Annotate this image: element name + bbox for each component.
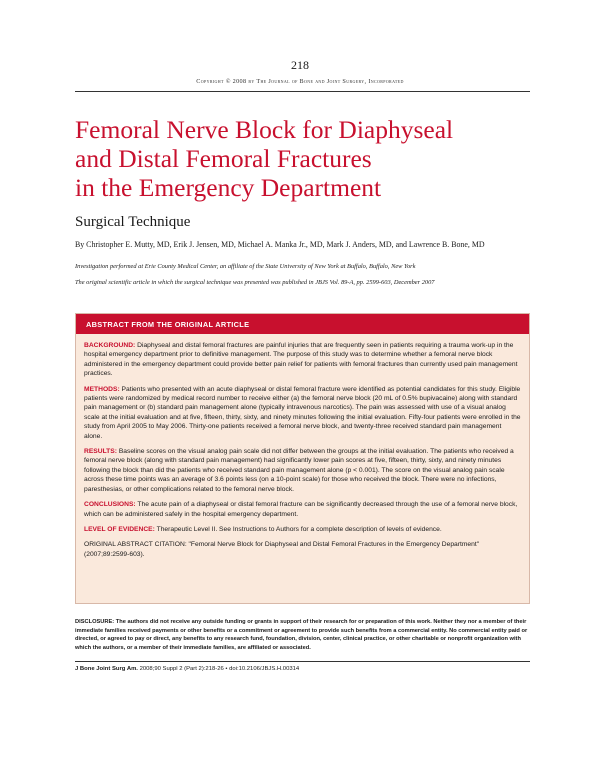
copyright-line: Copyright © 2008 by The Journal of Bone and Joint Surgery, Incorporated xyxy=(196,78,404,85)
disclosure-text: The authors did not receive any outside funding or grants in support of their research for or preparation of this work. Neither they nor a member of their immediate families received payments or other benefits or a commitment or agreement to provide such benefits from a commercial entity. No commercial entity paid or directed, or agreed to pay or direct, any benefits to any research fund, foundation, division, center, clinical practice, or other charitable or nonprofit organization with which the authors, or a member of their immediate families, are affiliated or associated. xyxy=(75,619,528,651)
citation-details: 2008;90 Suppl 2 (Part 2):218-26 • doi:10.2106/JBJS.H.00314 xyxy=(139,666,300,672)
abstract-results xyxy=(84,447,521,494)
abstract-header: ABSTRACT FROM THE ORIGINAL ARTICLE xyxy=(76,314,529,334)
article-title xyxy=(75,115,545,202)
journal-abbrev: J Bone Joint Surg Am. xyxy=(75,666,138,672)
background-text: Diaphyseal and distal femoral fractures are painful injuries that are frequently seen in patients requiring a trauma work-up in the hospital emergency department prior to definitive management. The purpose of this study was to determine whether a femoral nerve block administered in the emergency department could provide better pain relief for patients with femoral fractures than currently used pain management practices. xyxy=(84,342,518,378)
results-label: RESULTS: xyxy=(84,448,117,456)
abstract-background xyxy=(84,341,521,379)
abstract-conclusions xyxy=(84,500,521,519)
article-subtitle: Surgical Technique xyxy=(75,214,191,230)
conclusions-label: CONCLUSIONS: xyxy=(84,501,136,509)
original-publication-note: The original scientific article in which the surgical technique was presented was published in JBJS Vol. 89-A, pp. 2599-603, December 2007 xyxy=(75,279,435,286)
affiliation: Investigation performed at Erie County Medical Center, an affiliate of the State University of New York at Buffalo, Buffalo, New York xyxy=(75,263,416,270)
abstract-body xyxy=(76,334,529,559)
abstract-methods xyxy=(84,385,521,441)
methods-text: Patients who presented with an acute diaphyseal or distal femoral fracture were identified as potential candidates for this study. Eligible patients were randomized by medical record number to receive either (a) the femoral nerve block (20 mL of 0.5% bupivacaine) along with standard pain management or (b) standard pain management alone (typically intravenous narcotics). The pain was assessed with use of a visual analog scale at the initial evaluation and at five, fifteen, thirty, sixty, and ninety minutes following the initial evaluation. Fifty-four patients were enrolled in the study from April 2005 to May 2006. Thirty-one patients received a femoral nerve block, and twenty-three received standard pain management alone. xyxy=(84,385,521,440)
evidence-text: Therapeutic Level II. See Instructions to Authors for a complete description of levels of evidence. xyxy=(156,525,442,533)
background-label: BACKGROUND: xyxy=(84,342,136,349)
page-number: 218 xyxy=(291,58,309,72)
disclosure xyxy=(75,618,530,652)
title-line-2: and Distal Femoral Fractures xyxy=(75,144,372,173)
methods-label: METHODS: xyxy=(84,385,120,393)
abstract-evidence xyxy=(84,525,521,534)
abstract-citation: ORIGINAL ABSTRACT CITATION: "Femoral Nerve Block for Diaphyseal and Distal Femoral Fractures in the Emergency Department" (2007;89:2599-603). xyxy=(84,541,480,558)
evidence-label: LEVEL OF EVIDENCE: xyxy=(84,525,155,533)
author-list: By Christopher E. Mutty, MD, Erik J. Jensen, MD, Michael A. Manka Jr., MD, Mark J. Anders, MD, and Lawrence B. Bone, MD xyxy=(75,240,485,249)
header-divider xyxy=(75,91,530,92)
journal-citation xyxy=(75,666,299,672)
title-line-3: in the Emergency Department xyxy=(75,173,382,202)
disclosure-label: DISCLOSURE: xyxy=(75,619,115,625)
results-text: Baseline scores on the visual analog pain scale did not differ between the groups at the initial evaluation. The patients who received a femoral nerve block (along with standard pain management) had significantly lower pain scores at five, fifteen, thirty, sixty, and ninety minutes following the block than did the patients who received standard pain management alone (p < 0.001). The score on the visual analog pain scale across these time points was an average of 3.6 points less (on a 10-point scale) for those who received the block. There were no infections, paresthesias, or other complications related to the femoral nerve block. xyxy=(84,448,514,493)
footer-divider xyxy=(75,661,530,662)
abstract-box xyxy=(75,313,530,604)
conclusions-text: The acute pain of a diaphyseal or distal femoral fracture can be significantly decreased through the use of a femoral nerve block, which can be administered safely in the hospital emergency department. xyxy=(84,501,518,518)
title-line-1: Femoral Nerve Block for Diaphyseal xyxy=(75,115,454,144)
